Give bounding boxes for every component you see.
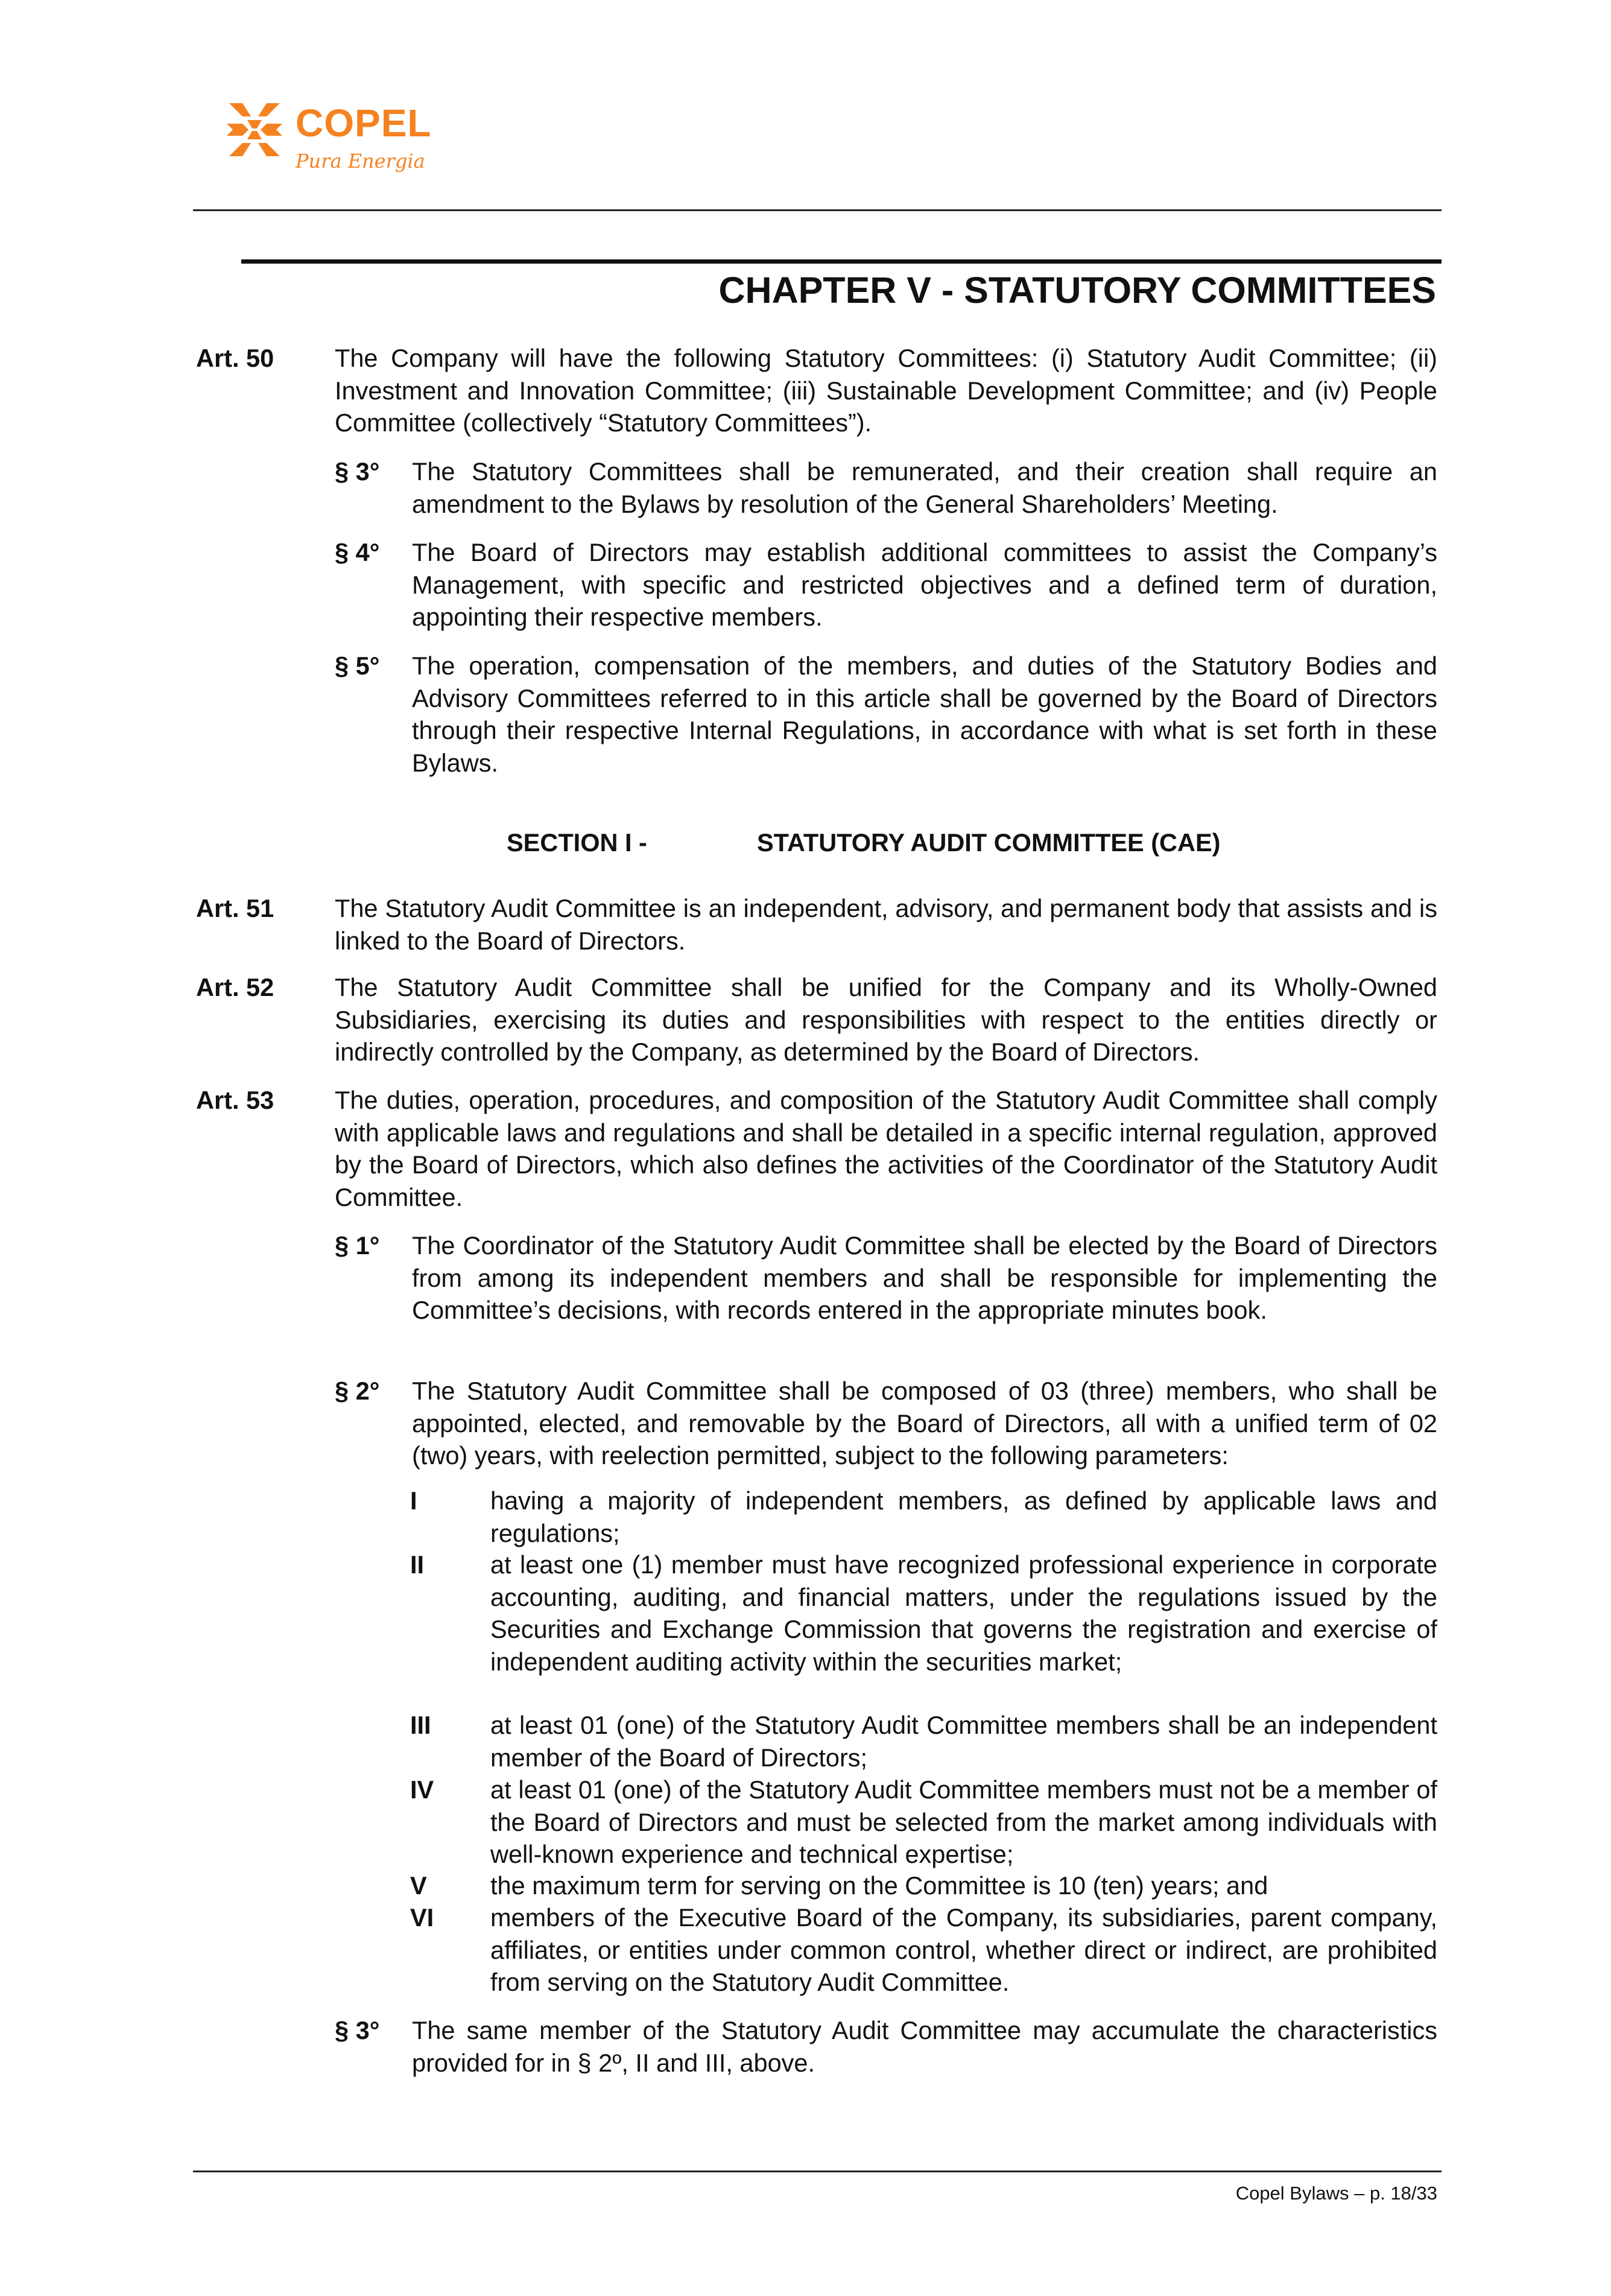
list-item-label: V — [410, 1871, 427, 1900]
article-label: Art. 51 — [196, 894, 274, 922]
paragraph-text: The operation, compensation of the members, and duties of the Statutory Bodies and Advisory Committees referred to in this article shall be governed by the Board of Directors through their respective Internal Regulations, in accordance with what is set forth in these Bylaws. — [412, 652, 1437, 777]
list-item-label: I — [410, 1486, 417, 1515]
logo-tagline: Pura Energia — [296, 150, 425, 173]
list-item-label: II — [410, 1550, 425, 1579]
paragraph-label: § 3° — [335, 2016, 380, 2044]
footer-divider — [193, 2171, 1442, 2172]
paragraph-label: § 4° — [335, 538, 380, 566]
section-title: STATUTORY AUDIT COMMITTEE (CAE) — [757, 828, 1221, 857]
list-item-text: members of the Executive Board of the Company, its subsidiaries, parent company, affiliates, or entities under common control, whether direct or indirect, are prohibited from serving on the Statutory Audit Committee. — [490, 1903, 1437, 1996]
paragraph-text: The Board of Directors may establish additional committees to assist the Company’s Management, with specific and restricted objectives and a defined term of duration, appointing their respective members. — [412, 538, 1437, 631]
paragraph-label: § 2° — [335, 1377, 380, 1405]
article-text: The duties, operation, procedures, and composition of the Statutory Audit Committee shall comply with applicable laws and regulations and shall be detailed in a specific internal regulation, approved by the Board of Directors, which also defines the activities of the Coordinator of the Statutory Audit Committee. — [335, 1086, 1437, 1211]
logo-wordmark: COPEL — [296, 101, 432, 145]
list-item-text: having a majority of independent members, as defined by applicable laws and regulations; — [490, 1486, 1437, 1547]
list-item-text: at least one (1) member must have recognized professional experience in corporate accounting, auditing, and financial matters, under the regulations issued by the Securities and Exchange Commission that governs the registration and exercise of independent auditing activity within the securities market; — [490, 1550, 1437, 1676]
article-label: Art. 52 — [196, 973, 274, 1001]
copel-logo-icon — [224, 100, 285, 160]
paragraph-text: The Statutory Committees shall be remunerated, and their creation shall require an amendment to the Bylaws by resolution of the General Shareholders’ Meeting. — [412, 457, 1437, 518]
list-item-text: the maximum term for serving on the Committee is 10 (ten) years; and — [490, 1871, 1268, 1900]
paragraph-label: § 1° — [335, 1231, 380, 1260]
paragraph-text: The same member of the Statutory Audit Committee may accumulate the characteristics provided for in § 2º, II and III, above. — [412, 2016, 1437, 2077]
list-item-label: VI — [410, 1903, 434, 1932]
list-item-text: at least 01 (one) of the Statutory Audit Committee members shall be an independent member of the Board of Directors; — [490, 1711, 1437, 1772]
section-number: SECTION I - — [507, 828, 647, 857]
list-item-label: III — [410, 1711, 431, 1739]
list-item-label: IV — [410, 1775, 434, 1804]
list-item-text: at least 01 (one) of the Statutory Audit Committee members must not be a member of the Board of Directors and must be selected from the market among individuals with well-known experience and technical expertise; — [490, 1775, 1437, 1868]
chapter-title: CHAPTER V - STATUTORY COMMITTEES — [718, 270, 1436, 311]
article-text: The Company will have the following Statutory Committees: (i) Statutory Audit Committee; (ii) Investment and Innovation Committee; (iii) Sustainable Development Committee; and (iv) People Committee (collectively “Statutory Committees”). — [335, 344, 1437, 437]
article-text: The Statutory Audit Committee is an independent, advisory, and permanent body that assists and is linked to the Board of Directors. — [335, 894, 1437, 955]
header-divider — [193, 209, 1442, 211]
copel-logo — [224, 100, 432, 178]
article-label: Art. 50 — [196, 344, 274, 372]
paragraph-text: The Statutory Audit Committee shall be composed of 03 (three) members, who shall be appointed, elected, and removable by the Board of Directors, all with a unified term of 02 (two) years, with reelection permitted, subject to the following parameters: — [412, 1377, 1437, 1470]
page-footer: Copel Bylaws – p. 18/33 — [1235, 2183, 1437, 2204]
paragraph-label: § 3° — [335, 457, 380, 486]
article-label: Art. 53 — [196, 1086, 274, 1114]
paragraph-label: § 5° — [335, 652, 380, 680]
paragraph-text: The Coordinator of the Statutory Audit Committee shall be elected by the Board of Directors from among its independent members and shall be responsible for implementing the Committee’s decisions, with records entered in the appropriate minutes book. — [412, 1231, 1437, 1324]
chapter-divider — [241, 259, 1442, 264]
article-text: The Statutory Audit Committee shall be unified for the Company and its Wholly-Owned Subsidiaries, exercising its duties and responsibilities with respect to the entities directly or indirectly controlled by the Company, as determined by the Board of Directors. — [335, 973, 1437, 1066]
